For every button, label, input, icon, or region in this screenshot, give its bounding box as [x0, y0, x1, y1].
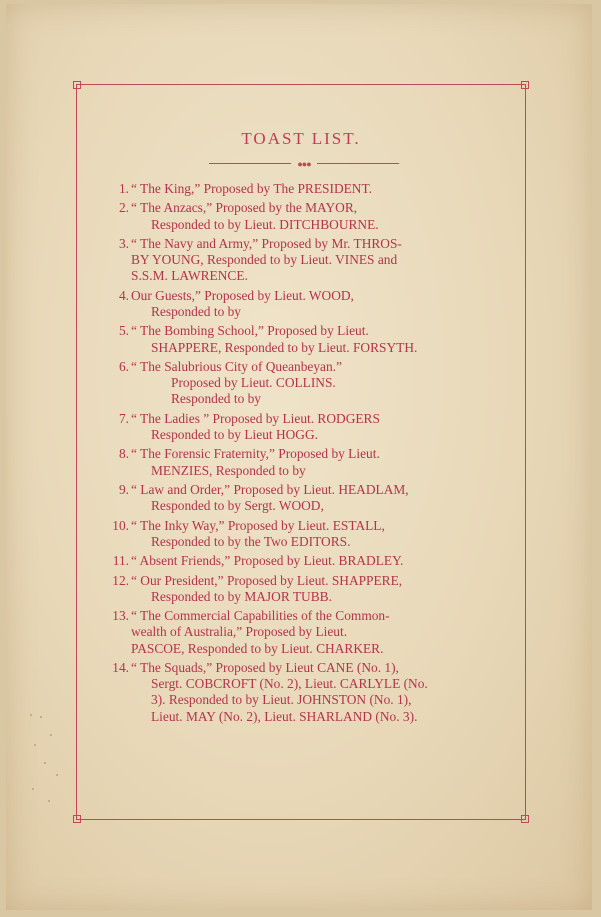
border-corner	[73, 815, 81, 823]
toast-line: “ The King,” Proposed by The PRESIDENT.	[131, 181, 373, 196]
toast-number: 5.	[118, 323, 129, 339]
toast-number: 12.	[112, 572, 129, 588]
toast-item	[105, 411, 505, 443]
toast-line: “ The Squads,” Proposed by Lieut CANE (No. 1),	[131, 659, 399, 675]
border-corner	[73, 81, 81, 89]
toast-item	[105, 288, 505, 320]
toast-number: 14.	[112, 659, 129, 675]
toast-line: PASCOE, Responded to by Lieut. CHARKER.	[131, 640, 384, 656]
toast-line: wealth of Australia,” Proposed by Lieut.	[131, 624, 348, 640]
card-page	[6, 4, 592, 910]
toast-item	[105, 660, 505, 725]
toast-line: BY YOUNG, Responded to by Lieut. VINES and	[131, 252, 398, 268]
ornament-dots: ●●●	[297, 159, 311, 169]
toast-line: “ The Commercial Capabilities of the Common-	[131, 608, 390, 624]
toast-line: Responded to by the Two EDITORS.	[151, 533, 351, 549]
toast-item	[105, 236, 505, 285]
toast-line: MENZIES, Responded to by	[151, 462, 306, 478]
page-title: TOAST LIST.	[241, 129, 361, 148]
toast-line: “ The Navy and Army,” Proposed by Mr. THROS-	[131, 235, 402, 251]
toast-number: 1.	[118, 181, 129, 196]
toast-line: “ The Forensic Fraternity,” Proposed by Lieut.	[131, 446, 380, 462]
toast-line: Responded to by	[171, 391, 262, 407]
toast-item	[105, 482, 505, 514]
decorative-border	[76, 84, 526, 820]
toast-item	[105, 323, 505, 355]
rule-line	[209, 163, 291, 164]
toast-number: 9.	[118, 481, 129, 497]
toast-list	[105, 181, 505, 728]
toast-item	[105, 608, 505, 657]
border-corner	[521, 815, 529, 823]
toast-number: 6.	[118, 358, 129, 374]
toast-line: “ The Salubrious City of Queanbeyan.”	[131, 358, 342, 374]
toast-line: “ Absent Friends,” Proposed by Lieut. BRADLEY.	[131, 553, 404, 569]
toast-item	[105, 200, 505, 232]
border-corner	[521, 81, 529, 89]
toast-line: Responded to by Sergt. WOOD,	[151, 498, 324, 514]
toast-number: 2.	[118, 200, 129, 216]
toast-item	[105, 573, 505, 605]
toast-item	[105, 359, 505, 408]
toast-line: “ Our President,” Proposed by Lieut. SHAPPERE,	[131, 572, 403, 588]
toast-line: S.S.M. LAWRENCE.	[131, 268, 248, 284]
toast-line: Responded to by Lieut. DITCHBOURNE.	[151, 216, 379, 232]
toast-line: Responded to by MAJOR TUBB.	[151, 588, 332, 604]
toast-line: Proposed by Lieut. COLLINS.	[171, 375, 336, 391]
toast-line: Responded to by	[151, 303, 242, 319]
toast-number: 3.	[118, 235, 129, 251]
toast-item	[105, 446, 505, 478]
toast-line: SHAPPERE, Responded to by Lieut. FORSYTH.	[151, 339, 418, 355]
toast-number: 4.	[118, 287, 129, 303]
toast-line: Responded to by Lieut HOGG.	[151, 426, 318, 442]
toast-number: 7.	[118, 410, 129, 426]
title-ornament-rule	[209, 159, 399, 169]
toast-item	[105, 181, 505, 197]
toast-line: Lieut. MAY (No. 2), Lieut. SHARLAND (No. 3).	[151, 708, 418, 724]
toast-number: 11.	[112, 553, 129, 569]
toast-line: Sergt. COBCROFT (No. 2), Lieut. CARLYLE (No.	[151, 676, 428, 692]
toast-line: “ The Bombing School,” Proposed by Lieut.	[131, 323, 369, 339]
toast-line: “ The Ladies ” Proposed by Lieut. RODGERS	[131, 410, 380, 426]
toast-item	[105, 518, 505, 550]
toast-line: “ Law and Order,” Proposed by Lieut. HEADLAM,	[131, 481, 409, 497]
toast-number: 10.	[112, 517, 129, 533]
toast-number: 13.	[112, 608, 129, 624]
toast-line: 3). Responded to by Lieut. JOHNSTON (No. 1),	[151, 692, 412, 708]
toast-number: 8.	[118, 446, 129, 462]
paper-stain-dots	[26, 704, 66, 814]
toast-line: “ The Inky Way,” Proposed by Lieut. ESTALL,	[131, 517, 385, 533]
toast-item	[105, 553, 505, 569]
rule-line	[317, 163, 399, 164]
toast-line: “ The Anzacs,” Proposed by the MAYOR,	[131, 200, 358, 216]
toast-line: Our Guests,” Proposed by Lieut. WOOD,	[131, 287, 354, 303]
